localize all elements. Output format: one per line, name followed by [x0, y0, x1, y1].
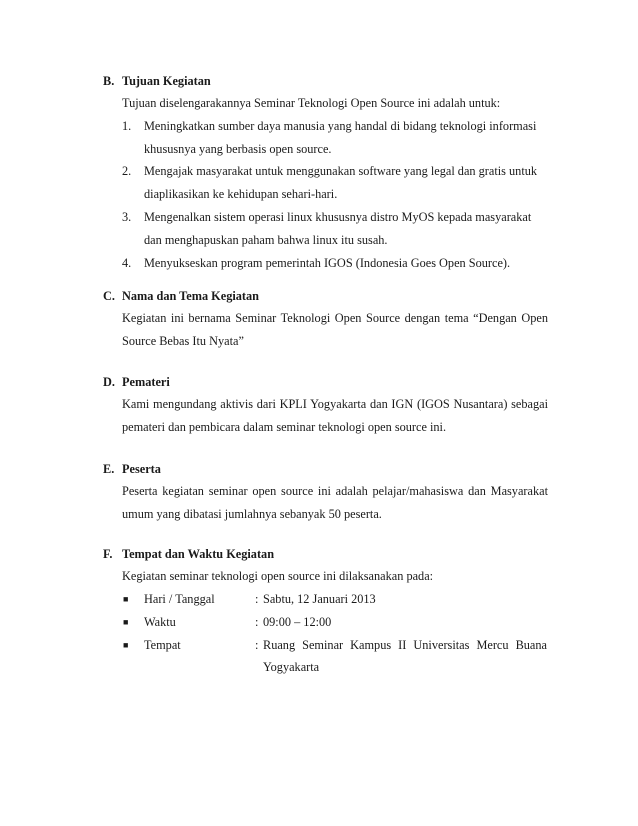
schedule-colon: :	[255, 637, 259, 652]
section-body	[122, 480, 548, 526]
schedule-label: Hari / Tanggal	[144, 591, 215, 606]
schedule-colon: :	[255, 614, 259, 629]
section-letter: F.	[103, 547, 113, 561]
list-text: Mengajak masyarakat untuk menggunakan software yang legal dan gratis untuk diaplikasikan ke kehidupan sehari-hari.	[144, 164, 538, 202]
schedule-label: Waktu	[144, 614, 176, 629]
section-title: Nama dan Tema Kegiatan	[122, 289, 259, 303]
section-paragraph: Kegiatan ini bernama Seminar Teknologi Open Source dengan tema “Dengan Open Source Bebas Itu Nyata”	[122, 311, 548, 348]
list-text: Menyukseskan program pemerintah IGOS (Indonesia Goes Open Source).	[144, 255, 511, 270]
schedule-list	[122, 588, 548, 680]
schedule-row-waktu	[122, 611, 548, 634]
section-body	[122, 92, 548, 274]
square-bullet-icon: ■	[123, 593, 129, 604]
list-text: Mengenalkan sistem operasi linux khususnya distro MyOS kepada masyarakat dan menghapuskan paham bahwa linux itu susah.	[144, 209, 532, 247]
section-peserta	[103, 459, 548, 526]
list-number: 3.	[122, 209, 132, 224]
section-intro: Kegiatan seminar teknologi open source ini dilaksanakan pada:	[122, 569, 434, 583]
list-item	[122, 252, 548, 275]
objectives-list	[122, 115, 548, 275]
schedule-value-line: Ruang Seminar Kampus II Universitas Mercu Buana	[263, 637, 547, 652]
section-title: Tempat dan Waktu Kegiatan	[122, 547, 275, 561]
section-body	[122, 565, 548, 680]
section-nama-tema	[103, 286, 548, 353]
schedule-value: Sabtu, 12 Januari 2013	[263, 591, 376, 606]
schedule-label: Tempat	[144, 637, 181, 652]
section-letter: B.	[103, 74, 115, 88]
section-heading	[103, 372, 548, 393]
section-title: Tujuan Kegiatan	[122, 74, 211, 88]
list-item	[122, 160, 548, 206]
section-letter: E.	[103, 462, 115, 476]
section-tujuan-kegiatan	[103, 71, 548, 274]
square-bullet-icon: ■	[123, 616, 129, 627]
section-title: Pemateri	[122, 375, 170, 389]
section-paragraph: Kami mengundang aktivis dari KPLI Yogyakarta dan IGN (IGOS Nusantara) sebagai pemateri dan pembicara dalam seminar teknologi open source ini.	[122, 397, 548, 434]
section-body	[122, 393, 548, 439]
section-title: Peserta	[122, 462, 161, 476]
list-number: 4.	[122, 255, 132, 270]
section-heading	[103, 286, 548, 307]
list-item	[122, 206, 548, 252]
section-heading	[103, 71, 548, 92]
section-letter: D.	[103, 375, 115, 389]
section-paragraph: Peserta kegiatan seminar open source ini adalah pelajar/mahasiswa dan Masyarakat umum yang dibatasi jumlahnya sebanyak 50 peserta.	[122, 484, 548, 521]
schedule-row-hari-tanggal	[122, 588, 548, 611]
section-pemateri	[103, 372, 548, 439]
list-number: 2.	[122, 164, 132, 179]
schedule-colon: :	[255, 591, 259, 606]
list-item	[122, 115, 548, 161]
schedule-row-tempat	[122, 634, 548, 680]
section-letter: C.	[103, 289, 115, 303]
section-intro: Tujuan diselengarakannya Seminar Teknologi Open Source ini adalah untuk:	[122, 96, 501, 110]
schedule-value	[263, 634, 547, 679]
section-heading	[103, 544, 548, 565]
square-bullet-icon: ■	[123, 639, 129, 650]
list-number: 1.	[122, 118, 132, 133]
schedule-value-line: Yogyakarta	[263, 660, 320, 675]
section-heading	[103, 459, 548, 480]
section-body	[122, 307, 548, 353]
section-tempat-waktu	[103, 544, 548, 680]
list-text: Meningkatkan sumber daya manusia yang handal di bidang teknologi informasi khususnya yang berbasis open source.	[144, 118, 537, 156]
schedule-value: 09:00 – 12:00	[263, 614, 332, 629]
